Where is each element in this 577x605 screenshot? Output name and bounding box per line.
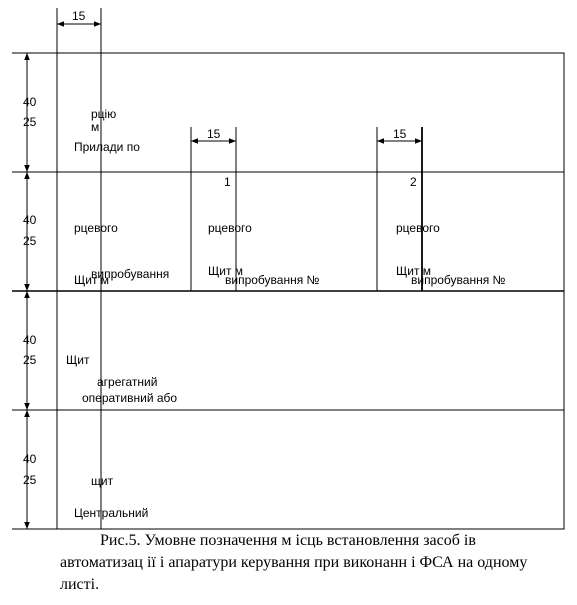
row-1-line-3: Прилади по bbox=[74, 140, 140, 154]
subpanel-2-line-3: випробування № bbox=[411, 273, 506, 287]
row-2-dim-a: 40 bbox=[23, 213, 37, 227]
row-1-line-1: рцію bbox=[91, 107, 117, 121]
row-2-line-3: Щит м bbox=[74, 273, 110, 287]
subpanel-1-line-3: випробування № bbox=[225, 273, 320, 287]
top-dimension-label: 15 bbox=[72, 9, 86, 23]
row-3-line-1: Щит bbox=[66, 353, 90, 367]
row-3-dim-a: 40 bbox=[23, 333, 37, 347]
row-1-dim-a: 40 bbox=[23, 95, 37, 109]
horizontal-dimensions bbox=[57, 24, 422, 141]
row-2-line-2: випробування bbox=[91, 267, 170, 281]
subpanel-1-line-1: рцевого bbox=[208, 221, 252, 235]
row-3-dim-b: 25 bbox=[23, 353, 37, 367]
row-4-dim-a: 40 bbox=[23, 452, 37, 466]
subpanel-2-line-2: Щит м bbox=[396, 264, 432, 278]
row-4-line-1: щит bbox=[91, 474, 114, 488]
row-4-line-2: Центральний bbox=[74, 506, 149, 520]
subpanel-2-dimension-label: 15 bbox=[393, 127, 407, 141]
row-2-line-1: рцевого bbox=[74, 221, 118, 235]
subpanel-2-number: 2 bbox=[410, 175, 417, 189]
row-3-line-2: агрегатний bbox=[97, 375, 158, 389]
row-4-dim-b: 25 bbox=[23, 473, 37, 487]
subpanel-1-number: 1 bbox=[224, 175, 231, 189]
subpanel-1-dimension-label: 15 bbox=[207, 127, 221, 141]
row-3-line-3: оперативний або bbox=[82, 391, 178, 405]
figure-caption: Рис.5. Умовне позначення м ісць встановлення засоб ів автоматизац ії і апаратури керування при виконанн і ФСА на одному листі. bbox=[60, 532, 528, 593]
row-1-line-2: м bbox=[91, 120, 100, 134]
row-1-dim-b: 25 bbox=[23, 115, 37, 129]
subpanel-1-line-2: Щит м bbox=[208, 264, 244, 278]
row-2-dim-b: 25 bbox=[23, 234, 37, 248]
subpanel-2-line-1: рцевого bbox=[396, 221, 440, 235]
